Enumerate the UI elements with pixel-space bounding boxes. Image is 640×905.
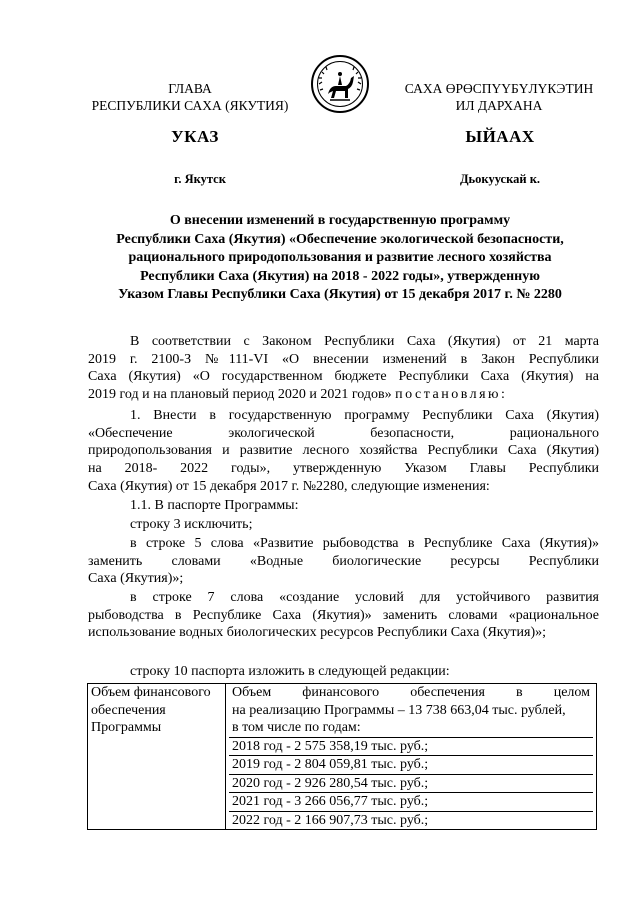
cell-line: в том числе по годам: xyxy=(232,720,361,735)
doc-type-right: ЫЙААХ xyxy=(465,127,535,146)
text-line: рыбоводства в Республике Саха (Якутия)» заменить словами «рациональное xyxy=(88,607,599,623)
title-line: Республики Саха (Якутия) на 2018 - 2022 годы», утвержденную xyxy=(140,268,540,284)
text-line: использование водных биологических ресурсов Республики Саха (Якутия)»; xyxy=(88,625,547,641)
doc-type-left: УКАЗ xyxy=(171,127,219,146)
table-cell-label xyxy=(88,684,226,830)
title-line: О внесении изменений в государственную программу xyxy=(169,213,511,228)
table-cell-value xyxy=(226,684,597,830)
cell-line: Объем финансового обеспечения в целом xyxy=(232,685,590,700)
title-line: рационального природопользования и развитие лесного хозяйства xyxy=(128,250,552,265)
text-line: природопользования и развитие лесного хозяйства Республики Саха (Якутия) xyxy=(88,443,599,459)
paragraph-line-3: строку 3 исключить; xyxy=(130,517,253,532)
resolution-word: постановляю: xyxy=(395,387,508,403)
issuer-right-line2: ИЛ ДАРХАНА xyxy=(455,98,543,113)
cell-line: обеспечения xyxy=(91,702,166,718)
paragraph-item-1 xyxy=(88,407,599,496)
text-line: «Обеспечение экологической безопасности, рационального xyxy=(88,425,599,441)
coat-of-arms-emblem xyxy=(310,54,370,114)
text-line: 2019 г. 2100-З №111-VI «О внесении изменений в Закон Республики xyxy=(88,351,599,367)
issuer-right-line1: САХА ӨРӨСПҮҮБҮЛҮКЭТИН xyxy=(404,81,594,96)
text-line: Саха (Якутия)»; xyxy=(88,571,184,587)
year-line: 2020 год - 2 926 280,54 тыс. руб.; xyxy=(229,774,593,793)
text-line: Саха (Якутия) от 15 декабря 2017 г. №2280, следующие изменения: xyxy=(88,478,490,494)
cell-line: Программы xyxy=(91,720,162,735)
text-span: 2019 год и на плановый период 2020 и 2021 годов» xyxy=(88,387,392,403)
year-line: 2021 год - 3 266 056,77 тыс. руб.; xyxy=(229,792,593,811)
city-right: Дьокуускай к. xyxy=(459,172,541,186)
cell-line: на реализацию Программы – 13 738 663,04 тыс. рублей, xyxy=(232,702,566,718)
text-line: в строке 7 слова «создание условий для устойчивого развития xyxy=(130,590,599,605)
table-row xyxy=(88,684,597,830)
text-line: 1. Внести в государственную программу Республики Саха (Якутия) xyxy=(130,408,599,423)
paragraph-preamble xyxy=(88,333,599,404)
issuer-left xyxy=(80,80,300,114)
text-line xyxy=(88,386,599,404)
title-line: Указом Главы Республики Саха (Якутия) от 15 декабря 2017 г. № 2280 xyxy=(118,287,562,302)
text-line: в строке 5 слова «Развитие рыбоводства в Республике Саха (Якутия)» xyxy=(130,536,599,551)
text-line: заменить словами «Водные биологические ресурсы Республики xyxy=(88,553,599,569)
city-left: г. Якутск xyxy=(174,172,226,186)
paragraph-line-10: строку 10 паспорта изложить в следующей редакции: xyxy=(130,664,450,679)
text-line: на 2018- 2022 годы», утвержденную Указом Главы Республики xyxy=(88,461,599,477)
title-line: Республики Саха (Якутия) «Обеспечение экологической безопасности, xyxy=(116,231,564,247)
year-line: 2019 год - 2 804 059,81 тыс. руб.; xyxy=(229,755,593,774)
paragraph-line-5 xyxy=(88,535,599,588)
year-line: 2022 год - 2 166 907,73 тыс. руб.; xyxy=(229,811,593,830)
text-line: Саха (Якутия) «О государственном бюджете Республики Саха (Якутия) на xyxy=(88,369,599,385)
text-line: В соответствии с Законом Республики Саха (Якутия) от 21 марта xyxy=(130,334,599,349)
issuer-left-line1: ГЛАВА xyxy=(168,81,212,96)
issuer-right xyxy=(384,80,614,114)
paragraph-line-7 xyxy=(88,589,599,642)
cell-line: Объем финансового xyxy=(91,685,211,700)
issuer-left-line2: РЕСПУБЛИКИ САХА (ЯКУТИЯ) xyxy=(91,98,289,113)
program-funding-table xyxy=(87,683,597,830)
paragraph-item-1-1: 1.1. В паспорте Программы: xyxy=(130,498,299,513)
year-line: 2018 год - 2 575 358,19 тыс. руб.; xyxy=(229,737,593,756)
decree-title xyxy=(60,212,620,305)
